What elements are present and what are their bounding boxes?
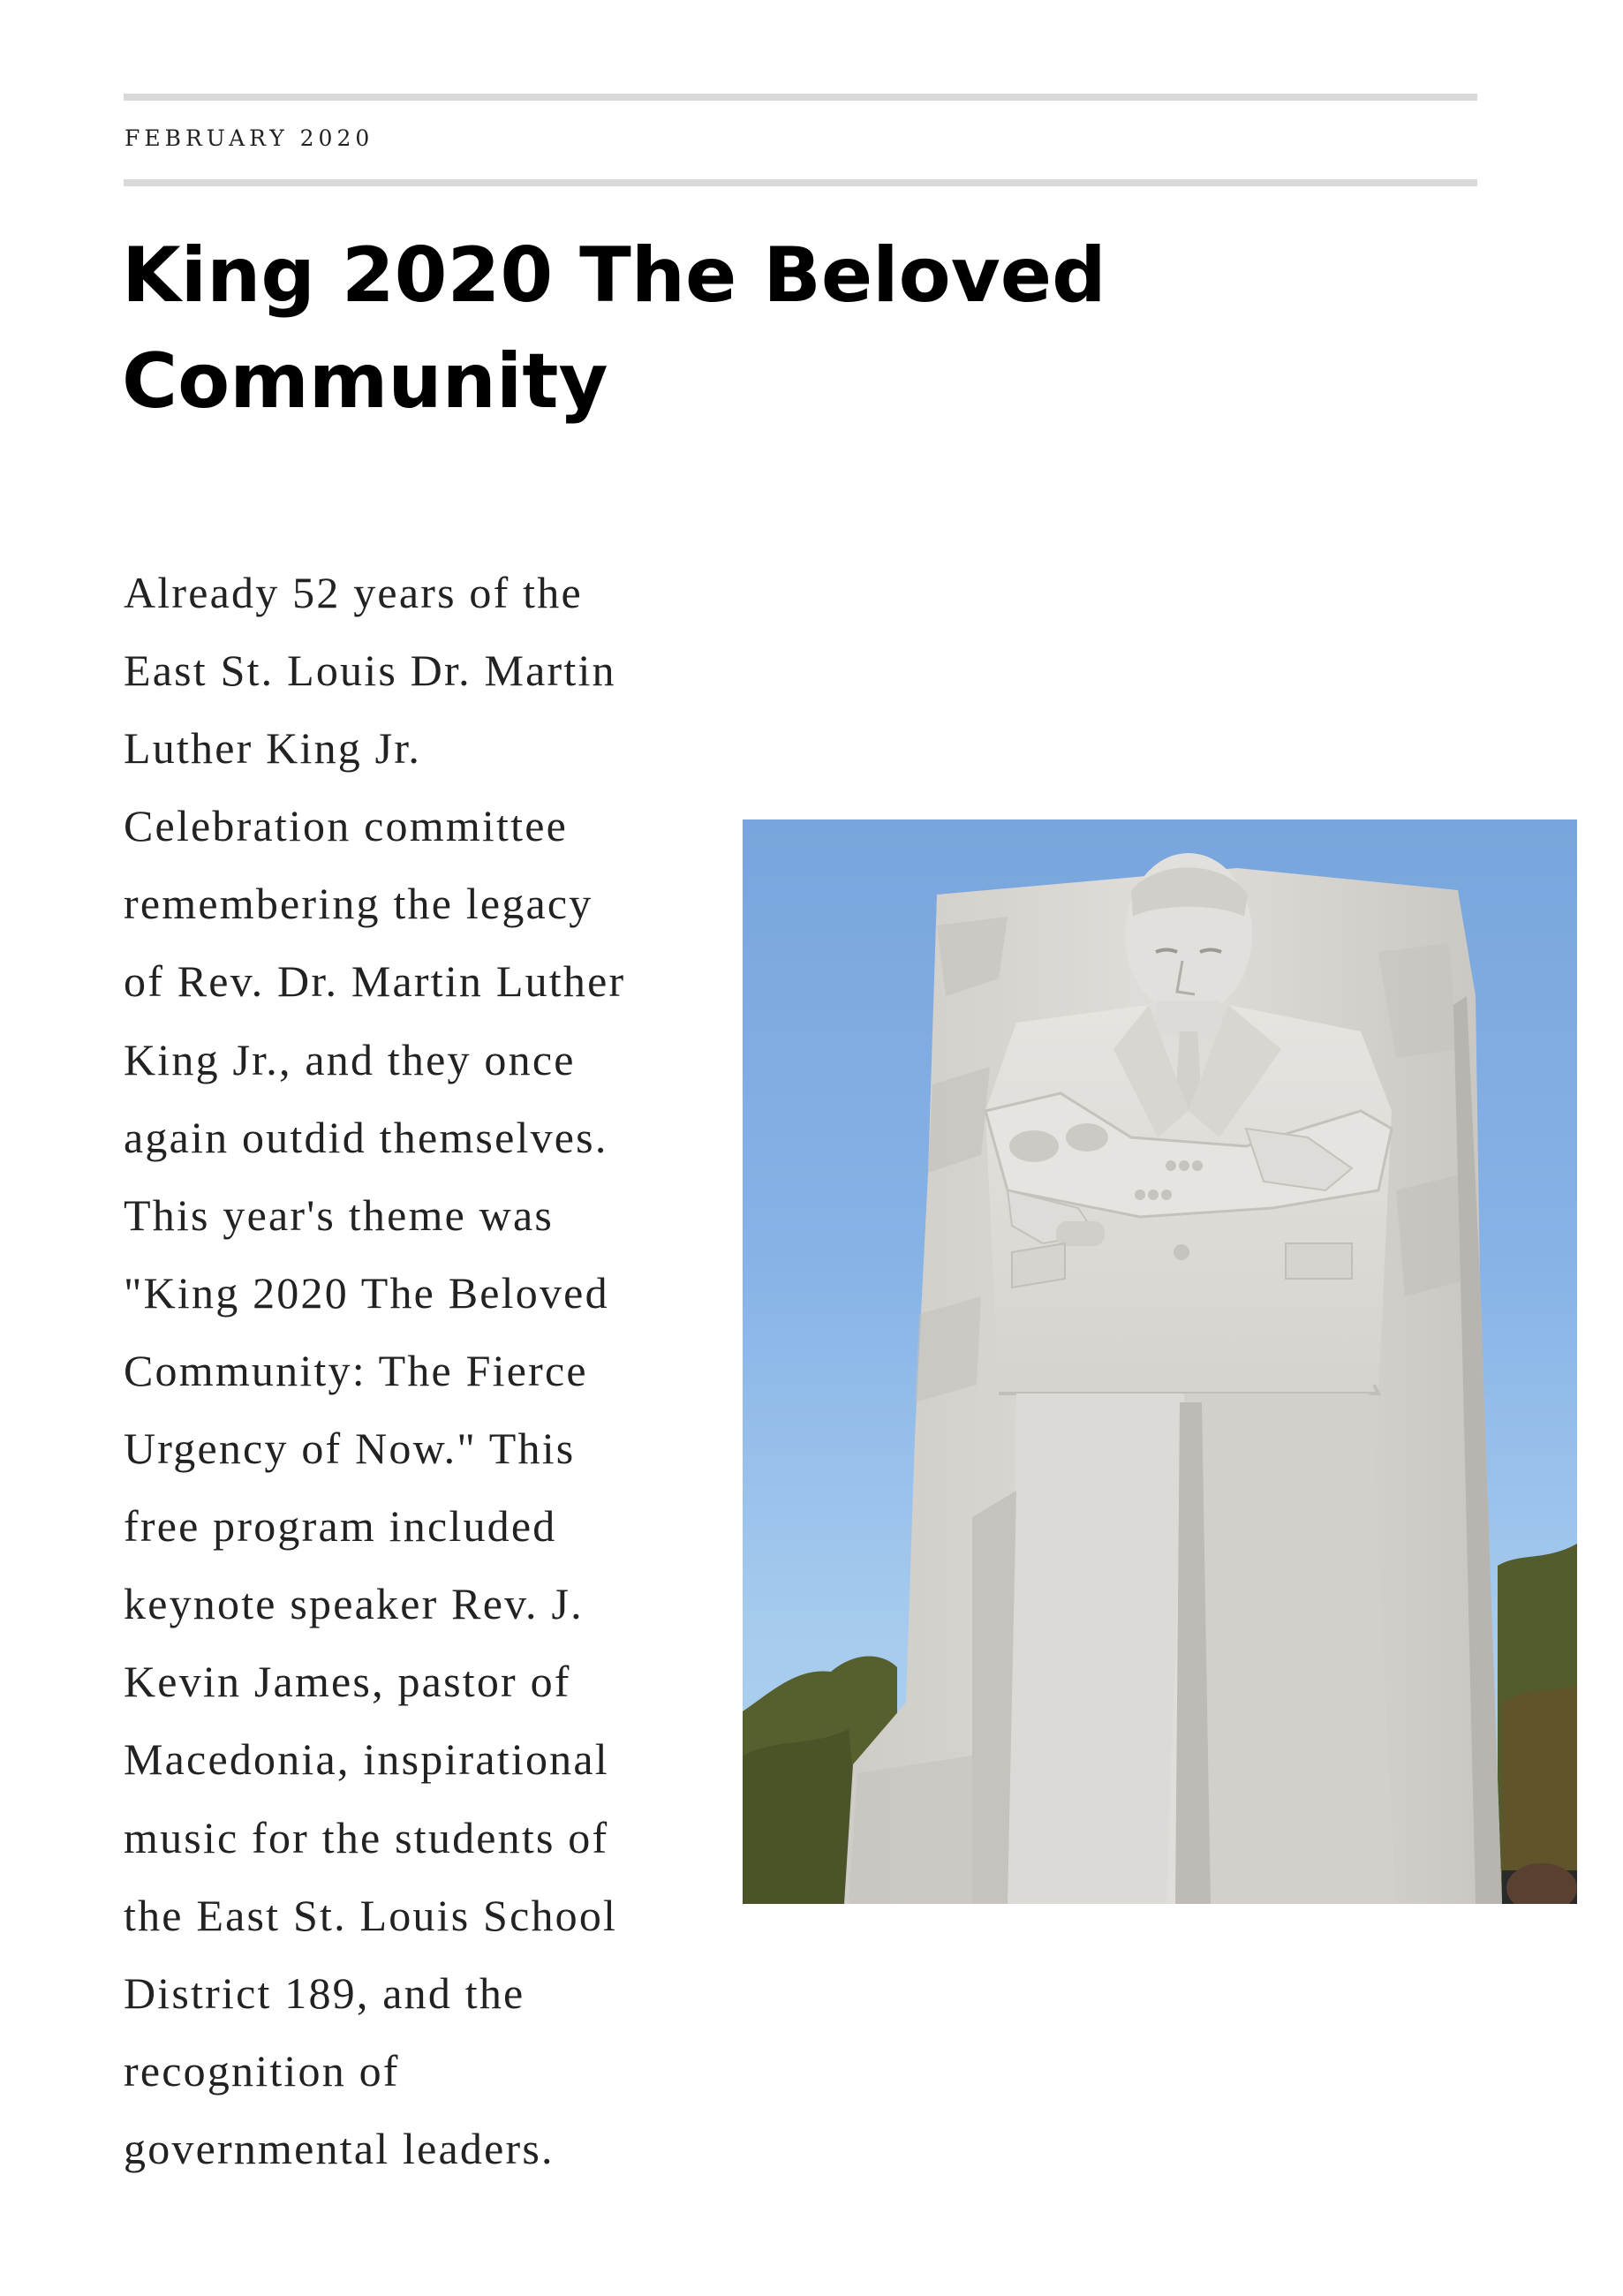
- issue-date: FEBRUARY 2020: [125, 125, 374, 151]
- body-line: music for the students of: [124, 1812, 609, 1862]
- body-line: King Jr., and they once: [124, 1034, 576, 1084]
- body-line: Luther King Jr.: [124, 723, 422, 774]
- title-line: King 2020 The Beloved: [122, 231, 1106, 320]
- body-line: Community: The Fierce: [124, 1345, 588, 1395]
- top-divider: [124, 94, 1477, 101]
- body-line: Kevin James, pastor of: [124, 1657, 571, 1707]
- body-line: free program included: [124, 1501, 557, 1552]
- body-line: "King 2020 The Beloved: [124, 1267, 609, 1318]
- body-line: East St. Louis Dr. Martin: [124, 646, 616, 696]
- body-line: governmental leaders.: [124, 2123, 555, 2173]
- body-line: Macedonia, inspirational: [124, 1734, 609, 1785]
- body-line: remembering the legacy: [124, 879, 593, 929]
- body-line: This year's theme was: [124, 1190, 555, 1240]
- title-line: Community: [122, 337, 608, 426]
- body-line: Celebration committee: [124, 801, 568, 851]
- mlk-statue-photo: [743, 819, 1577, 1904]
- article-body: [124, 554, 733, 2187]
- body-line: of Rev. Dr. Martin Luther: [124, 956, 626, 1007]
- body-line: District 189, and the: [124, 1967, 525, 2018]
- body-line: the East St. Louis School: [124, 1890, 618, 1940]
- article-title: [122, 223, 1446, 434]
- body-line: recognition of: [124, 2045, 400, 2096]
- bottom-divider: [124, 179, 1477, 186]
- body-line: again outdid themselves.: [124, 1112, 608, 1162]
- body-line: Already 52 years of the: [124, 568, 583, 617]
- body-line: Urgency of Now." This: [124, 1424, 576, 1474]
- statue-illustration: [743, 819, 1577, 1904]
- body-line: keynote speaker Rev. J.: [124, 1579, 584, 1629]
